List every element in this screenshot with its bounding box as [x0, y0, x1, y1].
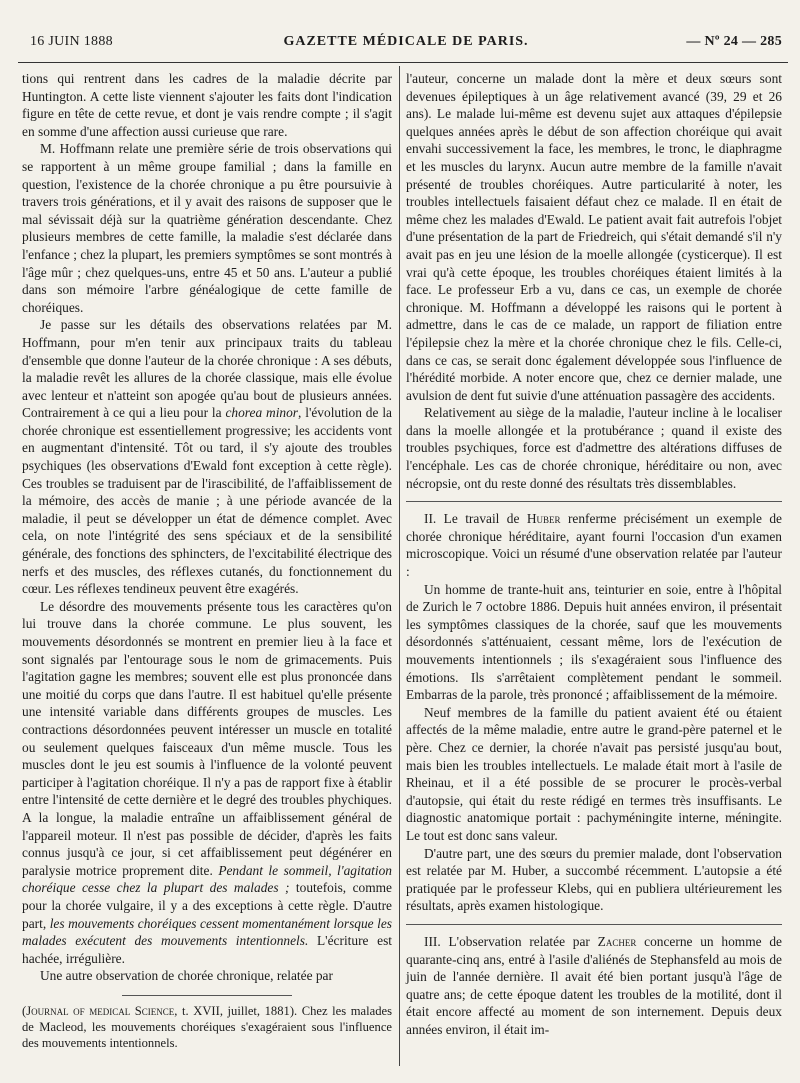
left-column [22, 70, 392, 1051]
paragraph: tions qui rentrent dans les cadres de la maladie décrite par Huntington. A cette liste viennent s'ajouter les faits dont l'indication figure en tête de cette revue, et dont je vais rendre compte ; il s'agit en somme d'une affection aussi curieuse que rare. [22, 71, 392, 139]
paragraph [406, 933, 782, 1039]
footnote-citation: (Journal of medical Science, [22, 1003, 178, 1018]
section-rule [406, 924, 782, 925]
text-run: renferme précisément un exemple de chorée chronique héréditaire, ayant fourni l'occasion d'un examen microscopique. Voici un résumé d'une observation relatée par l'auteur : [406, 511, 782, 580]
footnote [22, 1003, 392, 1051]
italic-text: les mouvements choréiques cessent momentanément lorsque les malades exécutent des mouvements intentionnels. [22, 915, 392, 949]
text-run: t. XVII, juillet, 1881). Chez les malades de Macleod, les mouvements choréiques s'exagéraient sous l'influence des mouvements intentionnels. [22, 1003, 392, 1050]
right-column [406, 70, 782, 1038]
text-run: toutefois, comme pour la chorée vulgaire, il y a des exceptions à cette règle. D'autre part, [22, 880, 392, 931]
paragraph: Un homme de trante-huit ans, teinturier en soie, entre à l'hôpital de Zurich le 7 octobre 1886. Depuis huit années environ, il présentait les symptômes classiques de la chorée, sauf que les mouvements désordonnés s'atténuaient, cessant même, lors de l'exécution de mouvements intentionnels ; ils s'exagéraient sous l'influence des émotions. Ils s'arrêtaient complètement pendant le sommeil. Embarras de la parole, très prononcé ; affaiblissement de la mémoire. [406, 581, 782, 703]
paragraph [406, 510, 782, 580]
text-run: concerne un homme de quarante-cinq ans, entré à l'asile d'aliénés de Stephansfeld au mois de juin de l'année dernière. Il avait été bien portant jusqu'à l'âge de quatre ans; de cette époque datent les troubles de la motilité, dont il était encore affecté au moment de son internement. Depuis deux années environ, il était im- [406, 933, 782, 1037]
issue-page-number: — Nº 24 — 285 [686, 34, 782, 49]
italic-term: chorea minor [225, 405, 299, 421]
paragraph: D'autre part, une des sœurs du premier malade, dont l'observation est relatée par M. Huber, a succombé récemment. L'autopsie a été pratiquée par le professeur Klebs, qui en publiera ultérieurement les résultats, après examen histologique. [406, 845, 782, 914]
text-run: II. Le travail de [424, 511, 520, 527]
paragraph: l'auteur, concerne un malade dont la mère et deux sœurs sont devenues épileptiques à un âge relativement avancé (39, 29 et 26 ans). Le malade lui-même est devenu sujet aux attaques d'épilepsie quelques années après le début de son affection choréique qui avait envahi successivement la face, les membres, le tronc, le diaphragme et les muscles du larynx. Aucun autre membre de la famille n'avait présenté de troubles choréiques. Autre particularité à noter, les troubles intellectuels faisaient défaut chez ce malade. Il en était de même chez les malades d'Ewald. Le patient avait fait autrefois l'objet d'une présentation de la part de Friedreich, qui s'était demandé s'il n'y avait pas en jeu une lésion de la moelle allongée (cysticerque). Il est vrai qu'à cette époque, les troubles choréiques étaient limités à la face. Le professeur Erb a vu, dans ce cas, un exemple de chorée chronique. M. Hoffmann a développé les raisons qui le portent à admettre, dans le cas de ce malade, un rapport de filiation entre l'épilepsie chez la mère et la chorée chronique chez le fils. Celle-ci, dans ce cas, se serait donc également développée sous l'influence de l'hérédité morbide. A noter encore que, chez ce dernier malade, une avulsion de dent fut suivie d'une atténuation passagère des accidents. [406, 71, 782, 403]
page-header [30, 34, 782, 54]
header-rule [18, 62, 788, 63]
paragraph: M. Hoffmann relate une première série de trois observations qui se rapportent à un même groupe familial ; dans la famille en question, l'existence de la chorée chronique a pu être poursuivie à travers trois générations, et il y avait des raisons de supposer que le mal sévissait déjà sur la quatrième génération descendante. Chez plusieurs membres de cette famille, la maladie s'est déclarée dans l'enfance ; chez la plupart, les premiers symptômes se sont montrés à l'âge mûr ; chez quelques-uns, entre 45 et 50 ans. L'auteur a publié dans son mémoire l'arbre généalogique de cette famille de choréiques. [22, 141, 392, 315]
issue-date: 16 JUIN 1888 [30, 34, 113, 49]
paragraph: Relativement au siège de la maladie, l'auteur incline à le localiser dans la moelle allongée et la protubérance ; quand il existe des troubles psychiques, force est d'admettre des altérations diffuses de l'encéphale. Les cas de chorée chronique, héréditaire ou non, avec nécropsie, ont du reste donné des résultats très dissemblables. [406, 405, 782, 491]
paragraph: Neuf membres de la famille du patient avaient été ou étaient affectés de la même maladie, entre autre le grand-père paternel et le père. Chez ce dernier, la chorée n'avait pas persisté jusqu'au bout, mais bien les troubles intellectuels. Le malade était mort à l'asile de Rheinau, et il a été possible de se procurer le procès-verbal d'autopsie, qui était du reste rédigé en termes très insuffisants. Le diagnostic anatomique portait : pachyméningite interne, méningite. Le tout est donc sans valeur. [406, 704, 782, 843]
paragraph: Une autre observation de chorée chronique, relatée par [40, 968, 333, 984]
journal-title: GAZETTE MÉDICALE DE PARIS. [283, 34, 529, 49]
text-run: L'écriture est hachée, irrégulière. [22, 933, 392, 966]
column-divider [399, 66, 400, 1066]
footnote-text [22, 1003, 392, 1051]
author-name: Zacher [597, 933, 637, 949]
paragraph [22, 316, 392, 598]
text-run: , l'évolution de la chorée chronique est essentiellement progressive; les accidents vont en augmentant d'intensité. Tôt ou tard, il s'y ajoute des troubles psychiques (les observations d'Ewald font exception à cette règle). Ces troubles se traduisent par de l'irascibilité, de l'affaiblissement de la mémoire, des accès de manie ; à une période avancée de la maladie, il peut se développer un état de démence complet. Avec cela, on note l'intégrité des sens spéciaux et de la sensibilité générale, des fonctions des sphincters, de l'excitabilité électrique des nerfs et des muscles, des réflexes cutanés, du fonctionnement du cœur. Les réflexes tendineux peuvent être exagérés. [22, 405, 392, 597]
section-rule [406, 501, 782, 502]
text-run: Le désordre des mouvements présente tous les caractères qu'on lui trouve dans la chorée commune. Le plus souvent, les mouvements désordonnés se montrent en premier lieu à la face et sont signalés par l'entourage sous le nom de grimacements. Puis l'agitation gagne les membres; souvent elle est plus prononcée dans une moitié du corps que dans l'autre. Il est habituel qu'elle présente une intensité variable dans différents groupes de muscles. Les contractions désordonnées peuvent intéresser un muscle en totalité ou seulement quelques faisceaux d'un même muscle. Tous les muscles dont le jeu est soumis à l'influence de la volonté peuvent participer à l'agitation choréique. Il n'y a pas de rapport fixe à établir entre l'intensité de cette dernière et le degré des troubles phychiques. A la longue, la maladie entraîne un affaiblissement général de l'appareil moteur. Il n'est pas possible de décider, d'après les faits connus jusqu'à ce jour, si cet affaiblissement peut dégénérer en paralysie motrice proprement dite. [22, 598, 392, 878]
author-name: Huber [526, 511, 561, 527]
footnote-rule [122, 995, 292, 996]
paragraph [22, 598, 392, 967]
text-run: III. L'observation relatée par [424, 933, 590, 949]
italic-text: Pendant le sommeil, l'agitation choréique cesse chez la plupart des malades ; [22, 862, 392, 896]
text-run: Je passe sur les détails des observations relatées par M. Hoffmann, pour m'en tenir aux principaux traits du tableau d'ensemble que donne l'auteur de la chorée chronique : A ses débuts, la maladie revêt les allures de la chorée classique, mais elle évolue avec lenteur et n'atteint son apogée qu'au bout de plusieurs années. Contrairement à ce qui a lieu pour la [22, 317, 392, 421]
